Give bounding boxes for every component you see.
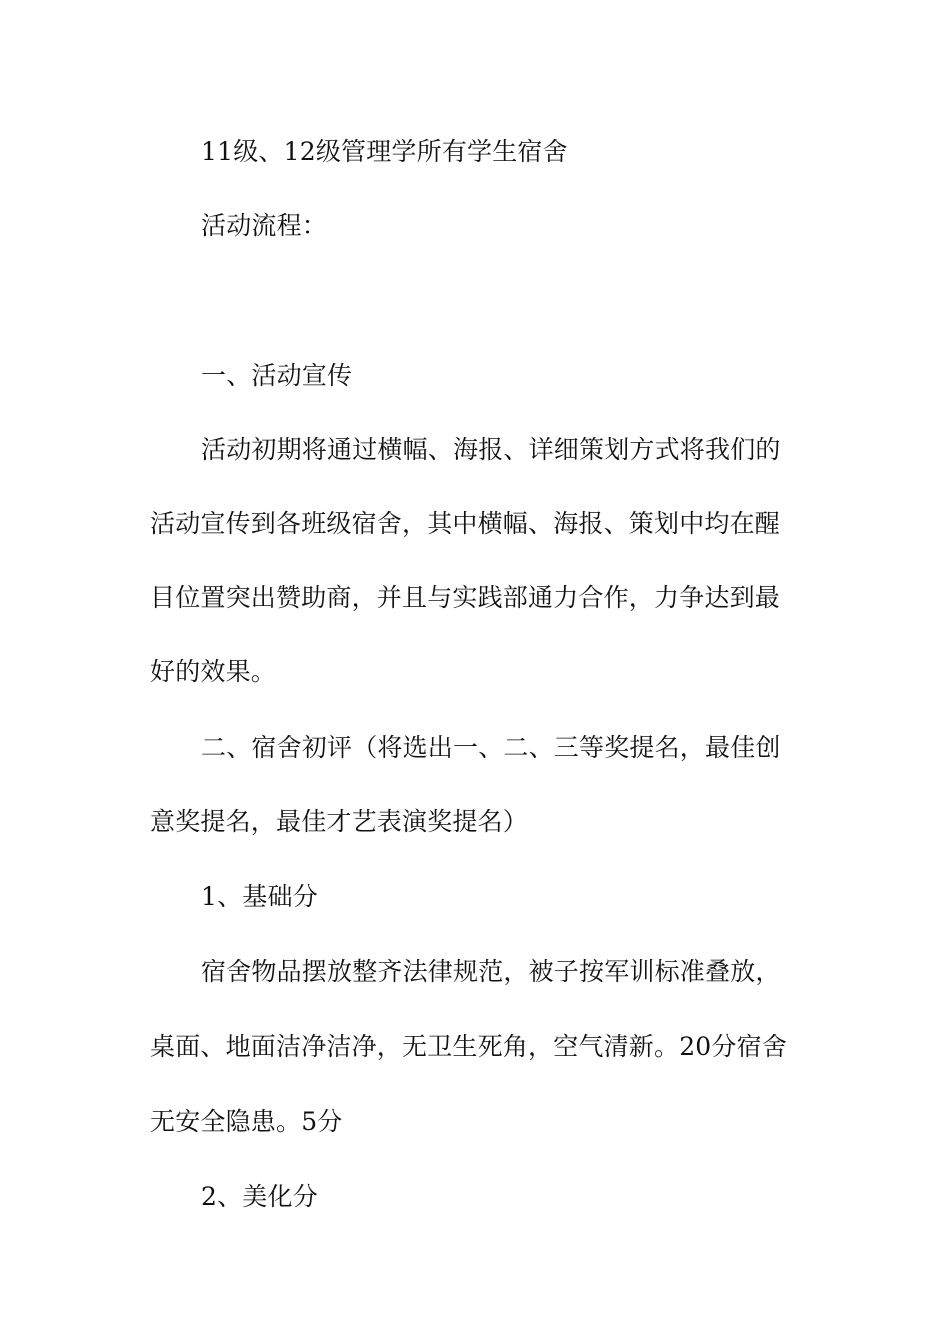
publicity-paragraph-line-3: 目位置突出赞助商，并且与实践部通力合作，力争达到最 — [150, 583, 781, 612]
section-initial-review-heading: 二、宿舍初评（将选出一、二、三等奖提名，最佳创 — [201, 733, 781, 762]
section-publicity-heading: 一、活动宣传 — [201, 361, 353, 390]
audience-line: 11级、12级管理学所有学生宿舍 — [201, 137, 568, 166]
base-score-paragraph-line-2: 桌面、地面洁净洁净，无卫生死角，空气清新。20分宿舍 — [150, 1032, 788, 1061]
decoration-score-heading: 2、美化分 — [201, 1182, 318, 1211]
base-score-paragraph-line-1: 宿舍物品摆放整齐法律规范，被子按军训标准叠放， — [201, 957, 781, 986]
base-score-paragraph-line-3: 无安全隐患。5分 — [150, 1107, 343, 1136]
publicity-paragraph-line-4: 好的效果。 — [150, 657, 277, 686]
base-score-heading: 1、基础分 — [201, 882, 318, 911]
initial-review-heading-line-2: 意奖提名，最佳才艺表演奖提名） — [150, 807, 529, 836]
activity-process-heading: 活动流程： — [201, 211, 328, 240]
publicity-paragraph-line-2: 活动宣传到各班级宿舍，其中横幅、海报、策划中均在醒 — [150, 509, 781, 538]
publicity-paragraph-line-1: 活动初期将通过横幅、海报、详细策划方式将我们的 — [201, 435, 781, 464]
